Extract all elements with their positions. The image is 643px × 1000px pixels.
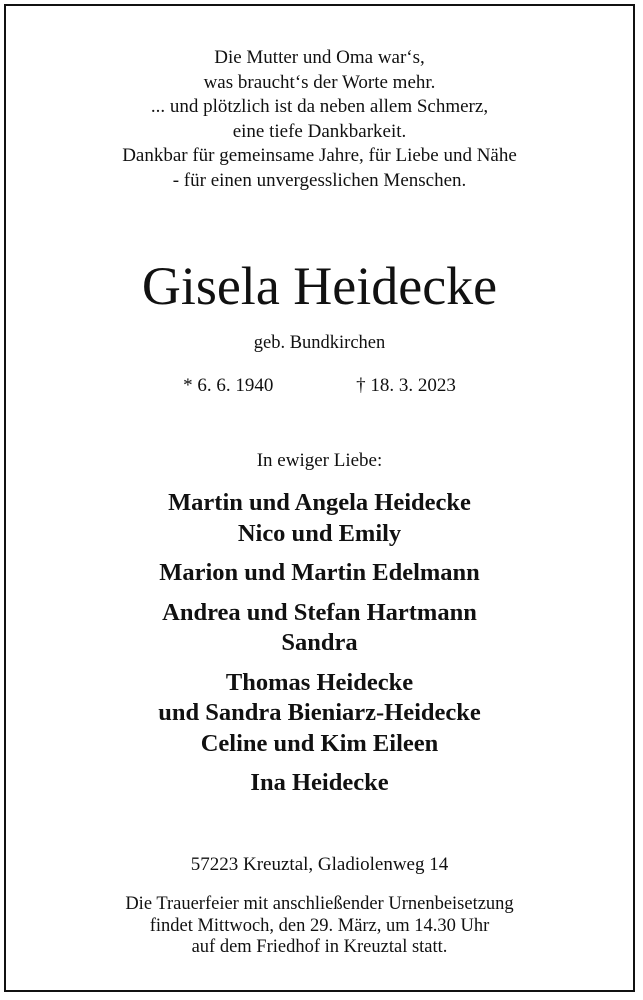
family-line: Thomas Heidecke	[225, 668, 414, 696]
poem-line: was braucht‘s der Worte mehr.	[203, 71, 436, 93]
address: 57223 Kreuztal, Gladiolenweg 14	[190, 854, 449, 875]
maiden-name: geb. Bundkirchen	[253, 333, 386, 353]
family-line: Andrea und Stefan Hartmann	[162, 598, 477, 626]
family-line: Nico und Emily	[237, 519, 402, 547]
ceremony-line: auf dem Friedhof in Kreuztal statt.	[191, 937, 448, 957]
family-line: Marion und Martin Edelmann	[159, 559, 480, 586]
family-group	[6, 668, 633, 760]
mourners-intro: In ewiger Liebe:	[256, 450, 383, 471]
obituary-notice	[4, 4, 635, 992]
family-line: Martin und Angela Heidecke	[168, 489, 471, 516]
deceased-name: Gisela Heidecke	[141, 256, 498, 316]
family-line: Celine und Kim Eileen	[200, 729, 439, 757]
family-list	[6, 488, 633, 808]
life-dates	[6, 375, 633, 397]
birth-date: * 6. 6. 1940	[183, 375, 274, 396]
poem-line: Dankbar für gemeinsame Jahre, für Liebe und Nähe	[122, 145, 517, 166]
death-date: † 18. 3. 2023	[356, 375, 456, 396]
poem-line: - für einen unvergesslichen Menschen.	[172, 169, 467, 191]
family-line: Sandra	[281, 629, 358, 656]
family-group	[6, 768, 633, 799]
family-line: Ina Heidecke	[250, 769, 389, 796]
ceremony-info	[6, 894, 633, 959]
poem	[6, 46, 633, 193]
poem-line: Die Mutter und Oma war‘s,	[214, 47, 425, 68]
poem-line: eine tiefe Dankbarkeit.	[232, 120, 407, 142]
ceremony-line: Die Trauerfeier mit anschließender Urnenbeisetzung	[125, 894, 514, 914]
family-line: und Sandra Bieniarz-Heidecke	[158, 699, 481, 726]
ceremony-line: findet Mittwoch, den 29. März, um 14.30 Uhr	[149, 915, 490, 936]
family-group	[6, 558, 633, 589]
poem-line: ... und plötzlich ist da neben allem Schmerz,	[150, 96, 489, 117]
family-group	[6, 488, 633, 549]
family-group	[6, 598, 633, 659]
